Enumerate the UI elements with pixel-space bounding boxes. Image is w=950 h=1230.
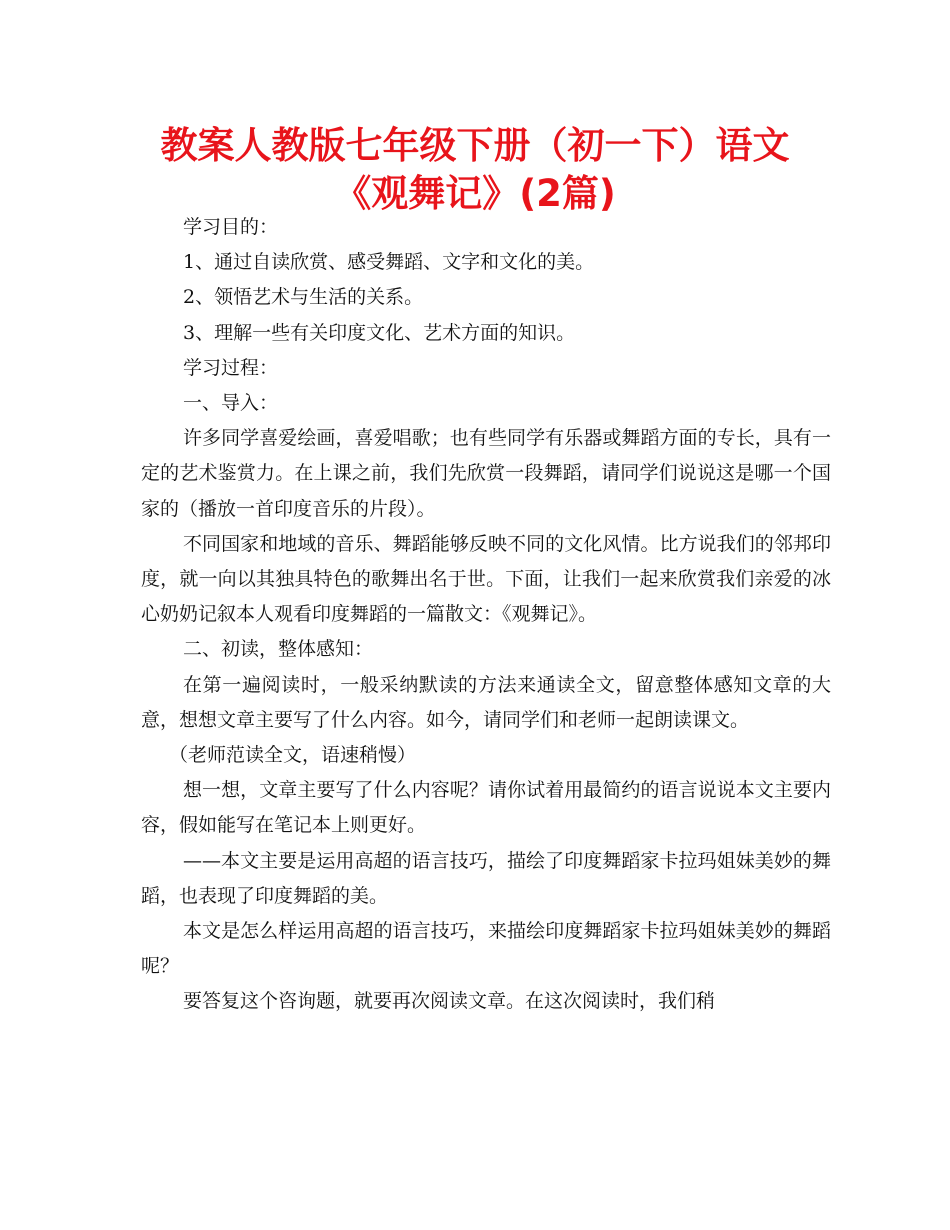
document-body [141,210,831,1020]
paragraph-intro-1: 许多同学喜爱绘画，喜爱唱歌；也有些同学有乐器或舞蹈方面的专长，具有一定的艺术鉴赏力。在上课之前，我们先欣赏一段舞蹈，请同学们说说这是哪一个国家的（播放一首印度音乐的片段）。 [141,427,831,520]
paragraph-reread: 要答复这个咨询题，就要再次阅读文章。在这次阅读时，我们稍 [183,990,716,1013]
paragraph-answer: ——本文主要是运用高超的语言技巧，描绘了印度舞蹈家卡拉玛姐妹美妙的舞蹈，也表现了印度舞蹈的美。 [141,849,831,907]
paragraph-think: 想一想，文章主要写了什么内容呢？请你试着用最简约的语言说说本文主要内容，假如能写在笔记本上则更好。 [141,779,831,837]
paragraph-intro-2: 不同国家和地域的音乐、舞蹈能够反映不同的文化风情。比方说我们的邻邦印度，就一向以其独具特色的歌舞出名于世。下面，让我们一起来欣赏我们亲爱的冰心奶奶记叙本人观看印度舞蹈的一篇散文：《观舞记》。 [141,532,831,626]
document-title-line-1: 教案人教版七年级下册（初一下）语文 [160,124,790,167]
paragraph-learning-goals-heading: 学习目的： [183,216,279,238]
paragraph-goal-3: 3、理解一些有关印度文化、艺术方面的知识。 [183,321,576,344]
paragraph-goal-2: 2、领悟艺术与生活的关系。 [183,286,424,309]
paragraph-goal-1: 1、通过自读欣赏、感受舞蹈、文字和文化的美。 [183,251,595,274]
paragraph-section-first-reading-heading: 二、初读，整体感知： [183,638,374,661]
document-title-line-2: 《观舞记》(2篇) [334,172,616,215]
paragraph-learning-process-heading: 学习过程： [183,356,279,379]
paragraph-section-intro-heading: 一、导入： [183,392,279,415]
paragraph-first-reading: 在第一遍阅读时，一般采纳默读的方法来通读全文，留意整体感知文章的大意，想想文章主要写了什么内容。如今，请同学们和老师一起朗读课文。 [141,673,831,731]
paragraph-teacher-reads: （老师范读全文，语速稍慢） [169,744,417,767]
paragraph-question: 本文是怎么样运用高超的语言技巧，来描绘印度舞蹈家卡拉玛姐妹美妙的舞蹈呢？ [141,920,831,978]
